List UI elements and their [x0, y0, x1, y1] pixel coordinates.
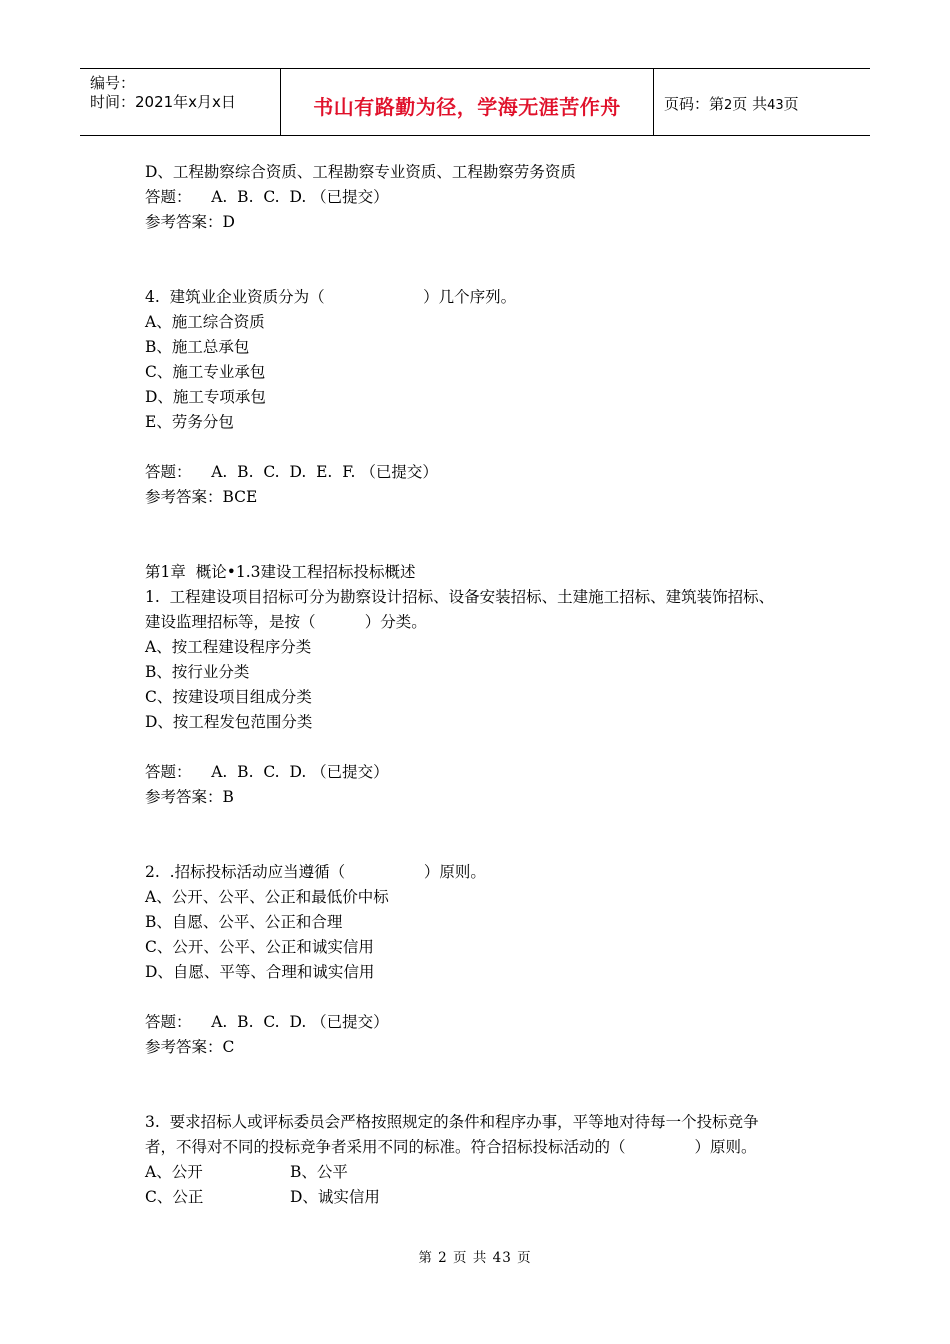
option-line: C、公正 — [145, 1188, 204, 1206]
page-footer: 第 2 页 共 43 页 — [418, 1250, 532, 1266]
chapter-heading: 第1章 概论•1.3建设工程招标投标概述 — [145, 563, 416, 581]
question-stem-continued: 者，不得对不同的投标竞争者采用不同的标准。符合招标投标活动的（ ）原则。 — [145, 1138, 757, 1156]
answer-line: 答题： A. B. C. D. （已提交） — [145, 763, 389, 781]
option-line: E、劳务分包 — [145, 413, 234, 431]
question-stem: 2. .招标投标活动应当遵循（ ）原则。 — [145, 863, 486, 881]
option-line: A、施工综合资质 — [145, 313, 265, 331]
page-header — [80, 68, 870, 136]
header-page-cell — [654, 69, 870, 135]
doc-code-label: 编号： — [90, 74, 136, 92]
option-line: D、自愿、平等、合理和诚实信用 — [145, 963, 375, 981]
option-line: D、诚实信用 — [290, 1188, 380, 1206]
page-mid: 页 共 — [732, 95, 768, 113]
page-prefix: 页码：第 — [664, 95, 725, 113]
header-meta-cell — [80, 69, 281, 135]
question-stem: 1. 工程建设项目招标可分为勘察设计招标、设备安装招标、土建施工招标、建筑装饰招标、 — [145, 588, 775, 606]
option-line: A、公开 — [145, 1163, 203, 1181]
option-line: D、施工专项承包 — [145, 388, 266, 406]
option-line: C、按建设项目组成分类 — [145, 688, 312, 706]
header-motto-cell — [281, 69, 654, 135]
option-line: D、工程勘察综合资质、工程勘察专业资质、工程勘察劳务资质 — [145, 163, 576, 181]
option-line: B、自愿、公平、公正和合理 — [145, 913, 343, 931]
answer-line: 答题： A. B. C. D. （已提交） — [145, 188, 389, 206]
page-suffix: 页 — [783, 95, 799, 113]
reference-answer: 参考答案：B — [145, 788, 234, 806]
question-stem: 4. 建筑业企业资质分为（ ）几个序列。 — [145, 288, 517, 306]
answer-line: 答题： A. B. C. D. （已提交） — [145, 1013, 389, 1031]
document-body — [145, 160, 835, 1210]
reference-answer: 参考答案：D — [145, 213, 235, 231]
option-line: B、施工总承包 — [145, 338, 250, 356]
option-line: A、按工程建设程序分类 — [145, 638, 312, 656]
page-number: 2 — [724, 98, 733, 113]
option-line: A、公开、公平、公正和最低价中标 — [145, 888, 389, 906]
option-line: C、施工专业承包 — [145, 363, 266, 381]
header-page-indicator — [664, 93, 799, 114]
option-row — [145, 1185, 835, 1210]
option-row — [145, 1160, 835, 1185]
reference-answer: 参考答案：C — [145, 1038, 235, 1056]
option-line: B、按行业分类 — [145, 663, 250, 681]
header-motto: 书山有路勤为径，学海无涯苦作舟 — [313, 95, 621, 119]
page-total: 43 — [767, 98, 784, 113]
reference-answer: 参考答案：BCE — [145, 488, 258, 506]
answer-line: 答题： A. B. C. D. E. F. （已提交） — [145, 463, 438, 481]
option-line: C、公开、公平、公正和诚实信用 — [145, 938, 374, 956]
option-line: D、按工程发包范围分类 — [145, 713, 313, 731]
question-stem: 3. 要求招标人或评标委员会严格按照规定的条件和程序办事，平等地对待每一个投标竞争 — [145, 1113, 759, 1131]
option-line: B、公平 — [290, 1163, 348, 1181]
question-stem-continued: 建设监理招标等，是按（ ）分类。 — [145, 613, 427, 631]
doc-time-label: 时间：2021年x月x日 — [90, 93, 236, 111]
